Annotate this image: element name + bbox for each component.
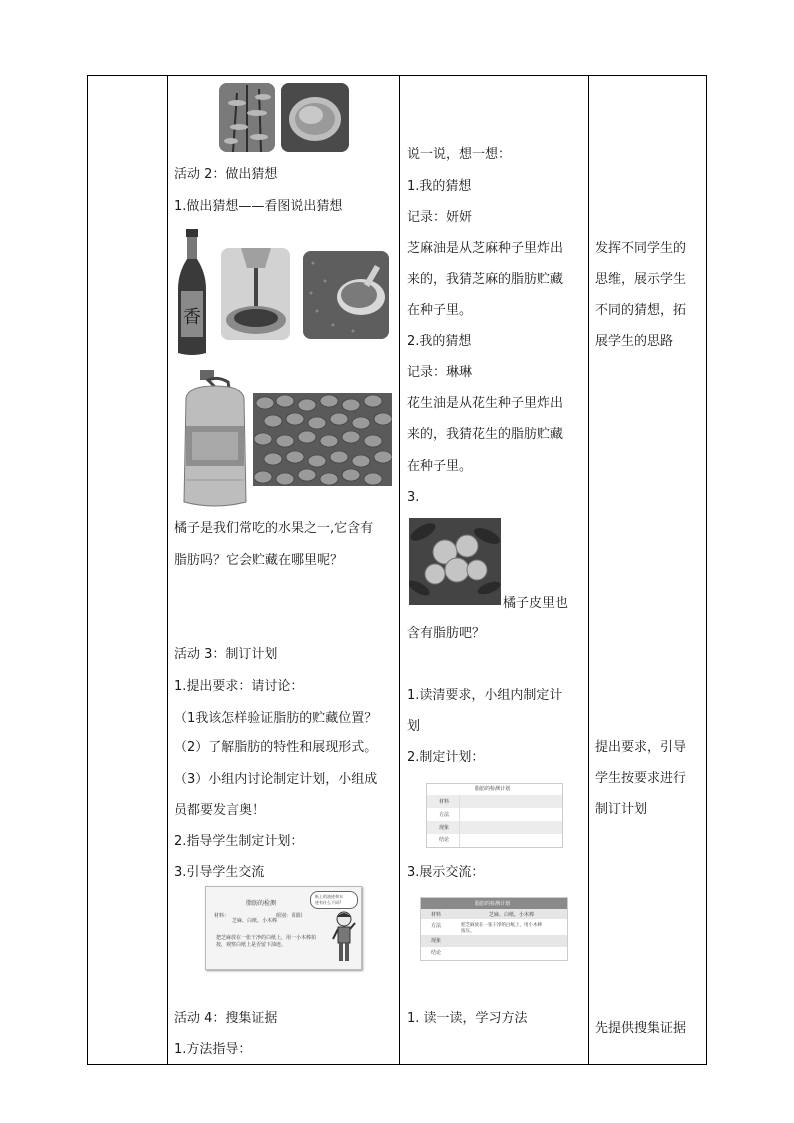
bubble-line2: 迹有什么不同? — [315, 900, 342, 905]
sesame-seeds-photo — [281, 83, 349, 152]
guess1-title: 1.我的猜想 — [407, 179, 472, 194]
guess1-line3: 在种子里。 — [407, 303, 473, 318]
purpose2-line1: 提出要求，引导 — [595, 740, 687, 755]
guess1-line1: 芝麻油是从芝麻种子里炸出 — [407, 241, 564, 256]
plan-row-label: 结论 — [439, 837, 450, 843]
a3-sub3-line1: （3）小组内讨论制定计划，小组成 — [174, 772, 378, 787]
guess3-line1: 橘子皮里也 — [503, 596, 569, 611]
plan-table-filled-title: 脂肪的检测计划 — [475, 901, 511, 907]
plan-table-filled — [420, 897, 568, 961]
plan-row-label: 材料 — [439, 799, 450, 805]
phenomenon-label: 现象 — [431, 938, 442, 944]
a3-sub1: （1我该怎样验证脂肪的贮藏位置？ — [174, 711, 378, 726]
plan-row-label: 方法 — [439, 812, 450, 818]
materials-label: 材料 — [431, 912, 442, 918]
worksheet-group-value: 阳阳 — [292, 913, 303, 919]
plan-row-label: 现象 — [439, 825, 450, 831]
a3-item3: 3.引导学生交流 — [174, 865, 265, 880]
lesson-table — [87, 75, 707, 1065]
activity2-title: 活动 2：做出猜想 — [174, 167, 278, 182]
a3-item2: 2.指导学生制定计划： — [174, 834, 304, 849]
purpose2-line3: 制订计划 — [595, 802, 648, 817]
guess2-record: 记录：琳琳 — [407, 365, 473, 380]
conclusion-label: 结论 — [431, 950, 442, 956]
purpose1-line2: 思维，展示学生 — [595, 272, 687, 287]
speech-bubble — [310, 891, 358, 909]
show-exchange: 3.展示交流： — [407, 865, 485, 880]
purpose3-line1: 先提供搜集证据 — [595, 1021, 687, 1036]
svg-text:香: 香 — [183, 307, 201, 328]
a3-item1: 1.提出要求：请讨论： — [174, 679, 304, 694]
guess2-line3: 在种子里。 — [407, 459, 473, 474]
bubble-line1: 纸上的油迹和水 — [315, 894, 343, 899]
seed-scoop-photo — [303, 251, 389, 339]
guess3-number: 3. — [407, 490, 420, 505]
activity4-title: 活动 4：搜集证据 — [174, 1011, 278, 1026]
column-divider — [167, 76, 168, 1064]
peanuts-photo — [253, 393, 392, 486]
a3-sub3-line2: 员都要发言奥！ — [174, 803, 266, 818]
say-think: 说一说，想一想： — [407, 147, 512, 162]
worksheet-group-label: 组别： — [276, 913, 292, 919]
column-divider — [588, 76, 589, 1064]
plan-table-empty-title: 脂肪的检测计划 — [475, 786, 511, 792]
method-value-line2: 按压。 — [461, 929, 475, 934]
purpose2-line2: 学生按要求进行 — [595, 771, 687, 786]
peanut-oil-jug-photo — [178, 370, 252, 510]
make-plan: 2.制定计划： — [407, 750, 485, 765]
a3-sub2: （2）了解脂肪的特性和展现形式。 — [174, 740, 378, 755]
guess1-line2: 来的，我猜芝麻的脂肪贮藏 — [407, 272, 564, 287]
method-value-line1: 把芝麻放在一张干净的白纸上，用小木棒 — [461, 923, 542, 928]
oil-pouring-photo — [221, 248, 290, 340]
purpose1-line3: 不同的猜想，拓 — [595, 303, 687, 318]
guess3-line2: 含有脂肪吧？ — [407, 626, 486, 641]
guess1-record: 记录：妍妍 — [407, 210, 473, 225]
worksheet-step2: 按，观察白纸上是否留下油迹。 — [216, 942, 287, 948]
read-learn: 1. 读一读，学习方法 — [407, 1011, 528, 1026]
worksheet-materials-value: 芝麻、白纸、小木棒 — [232, 918, 278, 924]
student-figure-icon — [332, 911, 356, 967]
read-req-line2: 划 — [407, 719, 421, 734]
sesame-plant-photo — [219, 83, 275, 152]
column-divider — [399, 76, 400, 1064]
plan-table-empty — [426, 783, 563, 848]
activity2-item1: 1.做出猜想——看图说出猜想 — [174, 199, 343, 214]
guess2-title: 2.我的猜想 — [407, 334, 472, 349]
guess2-line2: 来的，我猜花生的脂肪贮藏 — [407, 427, 564, 442]
materials-value: 芝麻、白纸、小木棒 — [489, 912, 535, 918]
worksheet-step1: 把芝麻放在一张干净的白纸上，用一小木棒拍 — [216, 935, 317, 941]
worksheet-materials-label: 材料： — [214, 913, 230, 919]
a4-item1: 1.方法指导： — [174, 1042, 252, 1057]
oranges-photo — [409, 518, 501, 605]
sesame-oil-bottle-photo — [174, 229, 210, 357]
method-label: 方法 — [431, 923, 442, 929]
orange-question-line1: 橘子是我们常吃的水果之一,它含有 — [174, 521, 374, 536]
read-req-line1: 1.读清要求，小组内制定计 — [407, 688, 563, 703]
activity3-title: 活动 3：制订计划 — [174, 647, 278, 662]
purpose1-line4: 展学生的思路 — [595, 334, 674, 349]
orange-question-line2: 脂肪吗？它会贮藏在哪里呢？ — [174, 553, 344, 568]
purpose1-line1: 发挥不同学生的 — [595, 241, 687, 256]
worksheet-illustration — [205, 886, 362, 970]
worksheet-title: 脂肪的检测 — [246, 900, 277, 907]
guess2-line1: 花生油是从花生种子里炸出 — [407, 396, 564, 411]
